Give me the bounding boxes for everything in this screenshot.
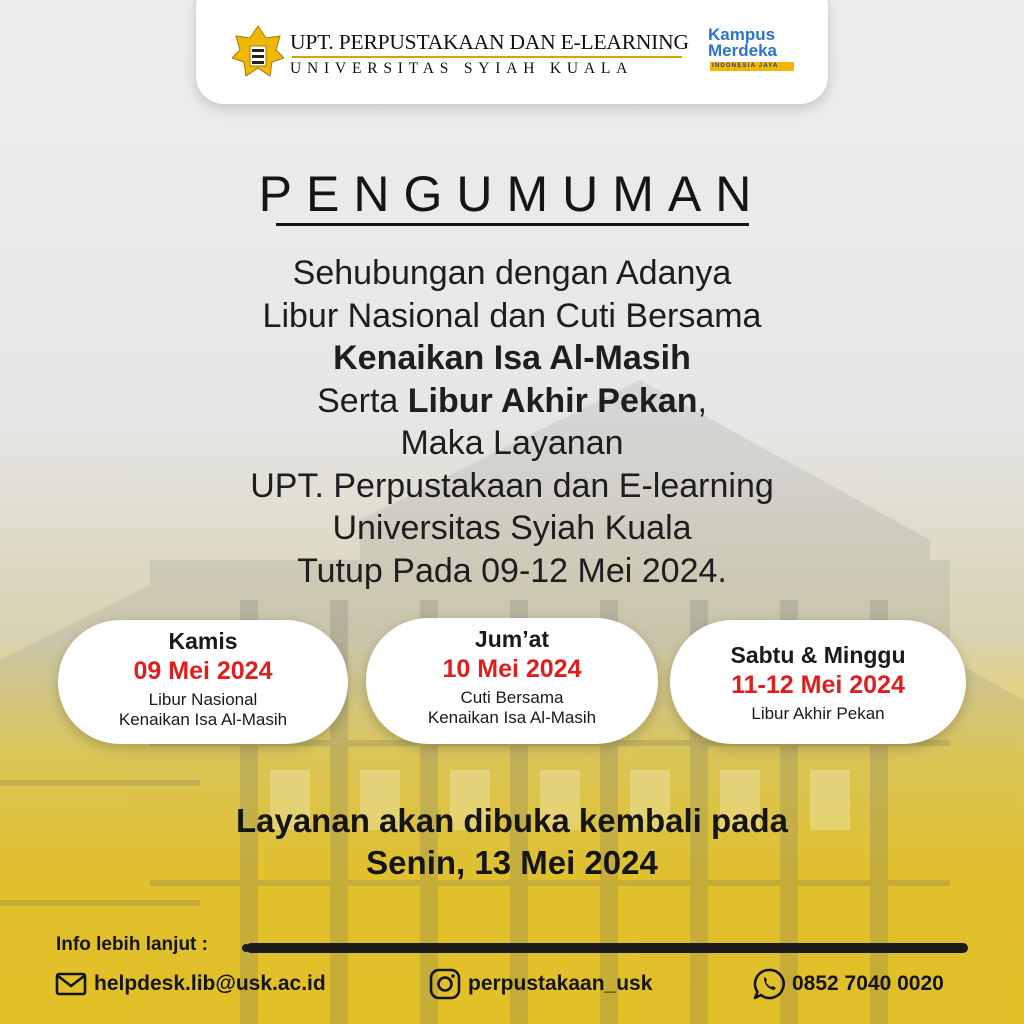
mail-icon xyxy=(54,967,88,1001)
schedule-date: 09 Mei 2024 xyxy=(133,657,273,685)
body-line-5: Maka Layanan xyxy=(400,424,624,462)
contact-email[interactable] xyxy=(54,966,326,1002)
whatsapp-text[interactable]: 0852 7040 0020 xyxy=(792,972,944,995)
schedule-card-thursday xyxy=(58,620,348,744)
contact-whatsapp[interactable] xyxy=(752,966,944,1002)
body-line-4-pre: Serta xyxy=(317,381,408,420)
schedule-desc: Libur Akhir Pekan xyxy=(751,704,885,723)
org-name: UPT. PERPUSTAKAAN DAN E-LEARNING xyxy=(290,30,689,54)
body-line-4 xyxy=(0,380,1024,423)
body-line-2: Libur Nasional dan Cuti Bersama xyxy=(262,296,762,335)
university-name: UNIVERSITAS SYIAH KUALA xyxy=(290,60,634,77)
body-line-4-post: , xyxy=(697,381,707,420)
body-line-7: Universitas Syiah Kuala xyxy=(332,509,692,547)
reopen-line-1: Layanan akan dibuka kembali pada xyxy=(235,802,789,839)
schedule-desc: Libur Nasional xyxy=(148,690,258,709)
schedule-card-friday xyxy=(366,618,658,744)
schedule-card-weekend xyxy=(670,620,966,744)
university-emblem-icon xyxy=(232,24,284,82)
info-rule xyxy=(246,943,968,953)
info-label: Info lebih lanjut : xyxy=(56,934,208,955)
schedule-day: Jum’at xyxy=(474,626,550,652)
body-line-6: UPT. Perpustakaan dan E-learning xyxy=(250,466,774,505)
email-text[interactable]: helpdesk.lib@usk.ac.id xyxy=(94,972,326,995)
instagram-text[interactable]: perpustakaan_usk xyxy=(468,972,653,995)
kampus-merdeka-logo xyxy=(706,26,798,78)
instagram-icon xyxy=(428,967,462,1001)
title-underline xyxy=(276,223,749,226)
schedule-desc: Kenaikan Isa Al-Masih xyxy=(427,708,597,727)
body-line-4-bold: Libur Akhir Pekan xyxy=(407,381,698,420)
body-line-8: Tutup Pada 09-12 Mei 2024. xyxy=(297,551,727,590)
schedule-desc: Cuti Bersama xyxy=(460,688,564,707)
body-line-1: Sehubungan dengan Adanya xyxy=(292,254,732,292)
badge-line-1: Kampus xyxy=(708,25,776,44)
announcement-title: PENGUMUMAN xyxy=(258,166,766,222)
whatsapp-icon xyxy=(752,967,786,1001)
header-divider xyxy=(292,56,682,58)
schedule-date: 11-12 Mei 2024 xyxy=(731,671,905,699)
schedule-date: 10 Mei 2024 xyxy=(442,655,582,683)
badge-line-3: INDONESIA JAYA xyxy=(712,63,779,69)
reopen-line-2: Senin, 13 Mei 2024 xyxy=(366,844,658,881)
reopen-notice xyxy=(0,800,1024,884)
body-line-3 xyxy=(0,337,1024,380)
body-line-3-bold: Kenaikan Isa Al-Masih xyxy=(333,339,691,377)
badge-line-2: Merdeka xyxy=(708,41,777,60)
announcement-body xyxy=(0,252,1024,592)
schedule-desc: Kenaikan Isa Al-Masih xyxy=(118,710,288,729)
schedule-day: Kamis xyxy=(168,628,238,654)
schedule-day: Sabtu & Minggu xyxy=(730,642,906,668)
contact-instagram[interactable] xyxy=(428,966,652,1002)
